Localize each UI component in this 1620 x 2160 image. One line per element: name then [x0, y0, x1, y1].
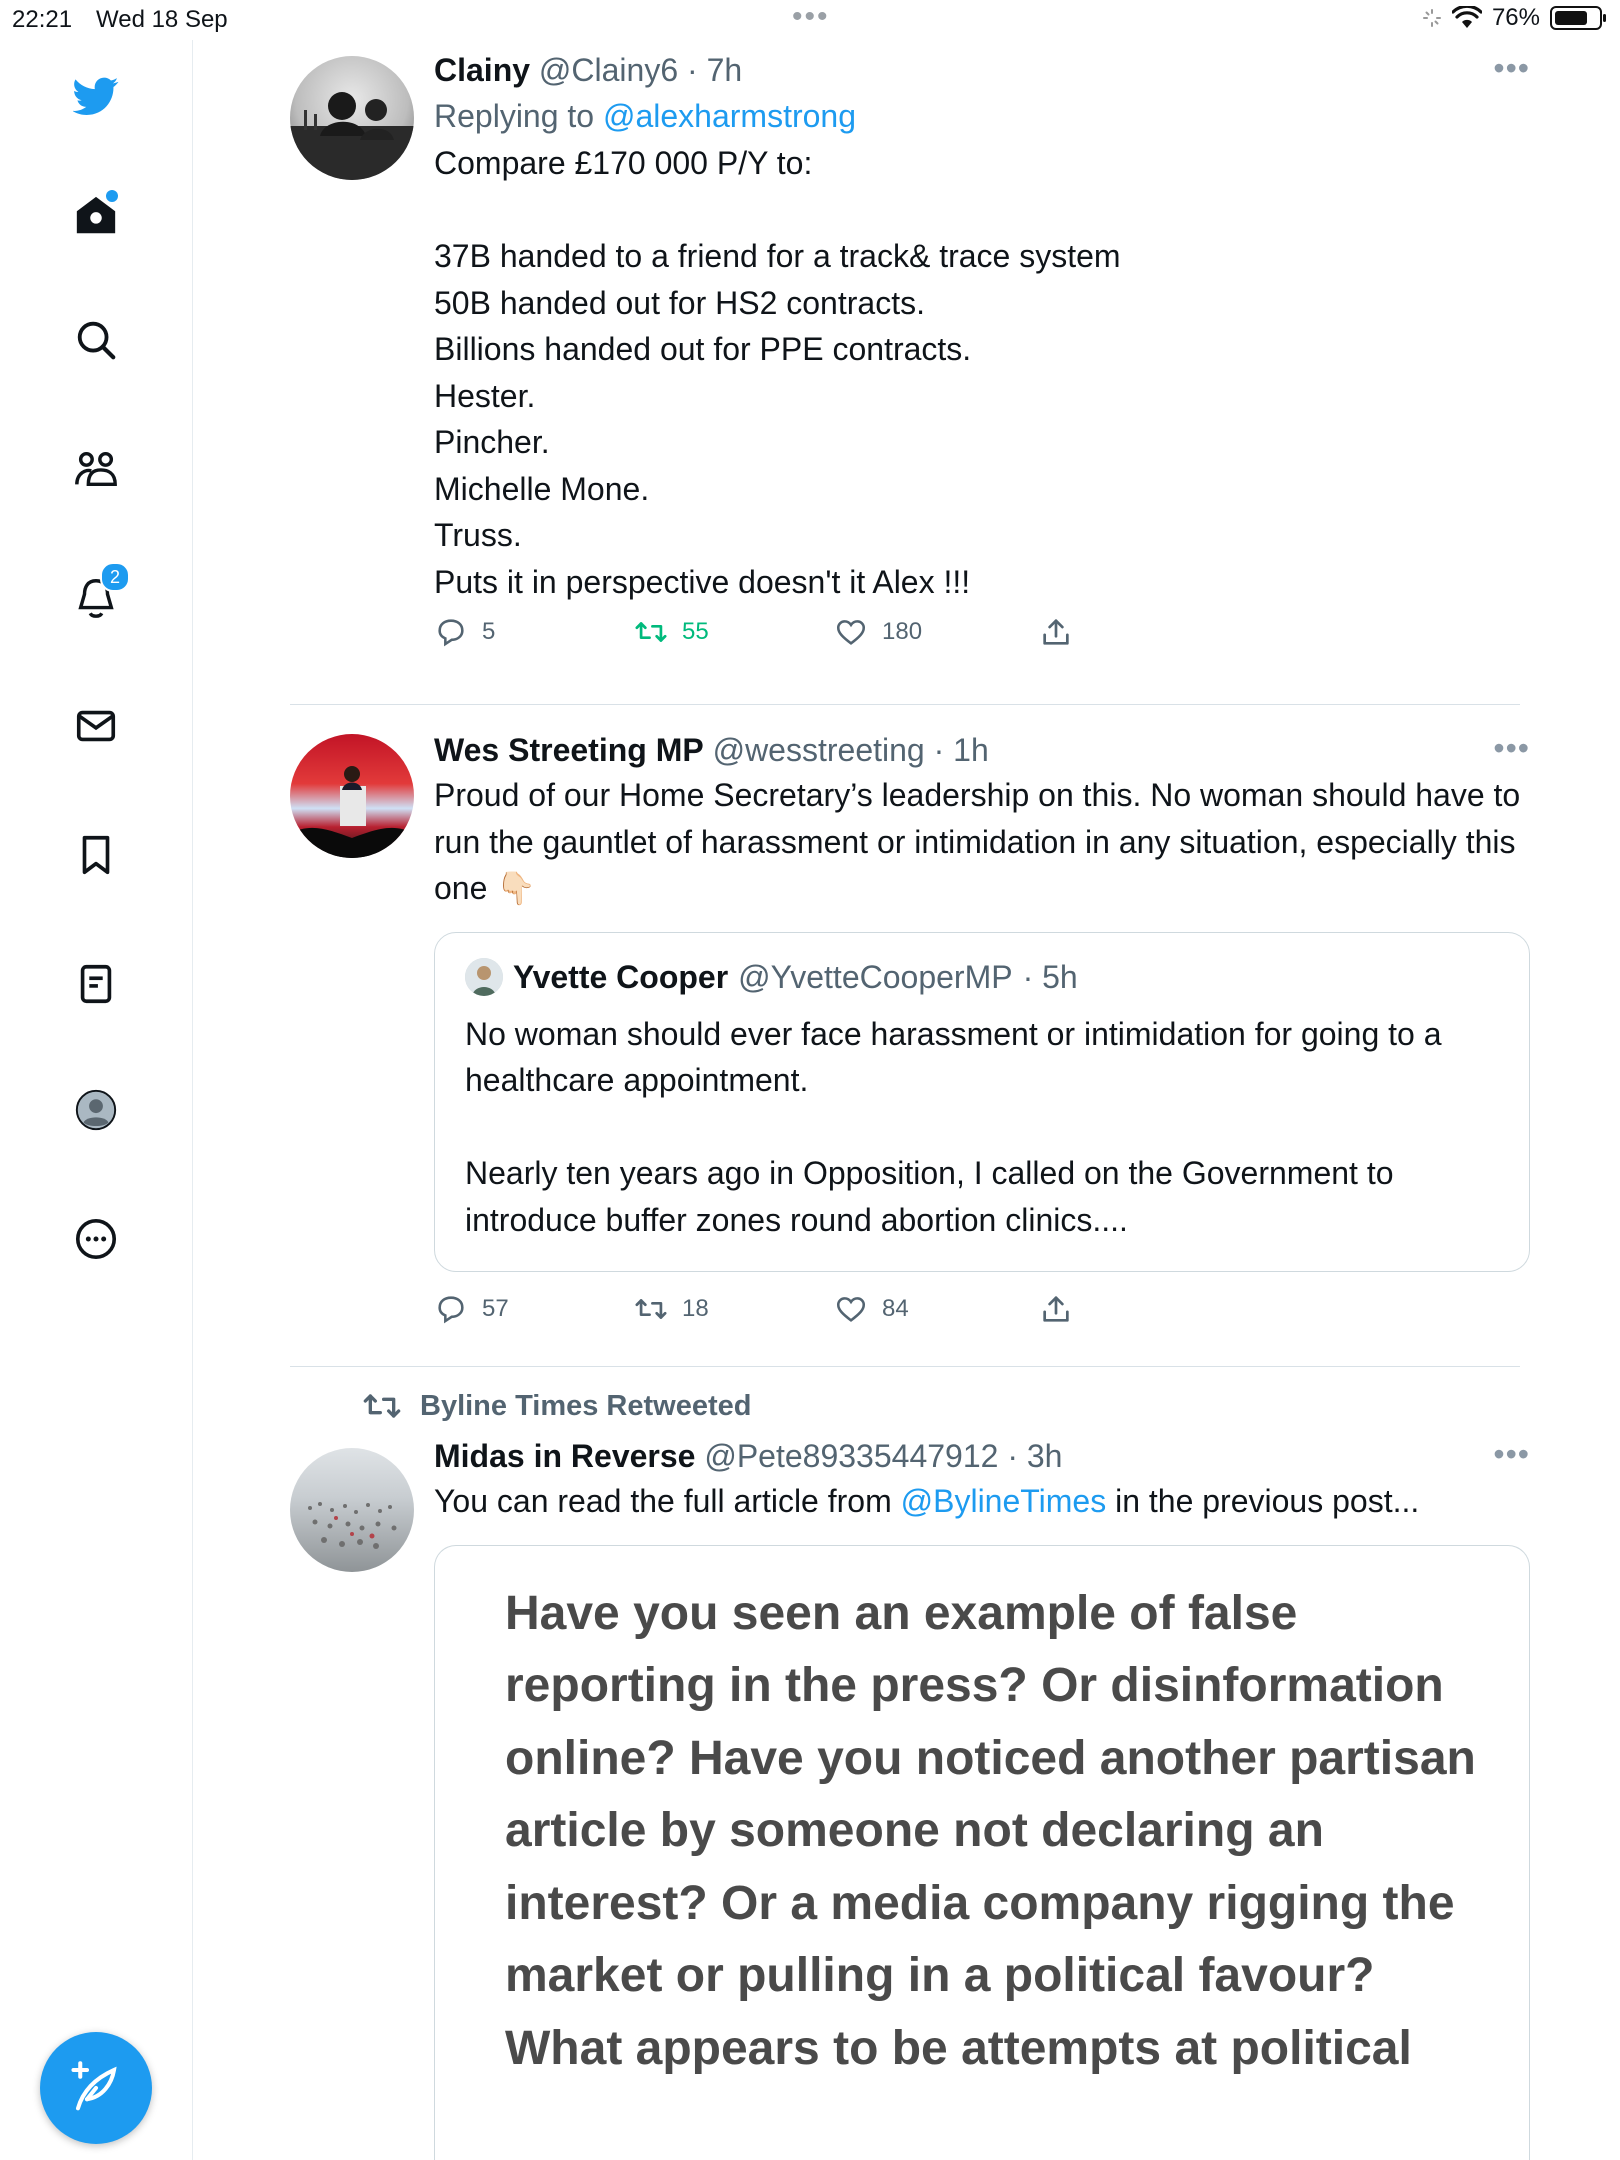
activity-spinner-icon — [1422, 8, 1442, 28]
notifications-bell-icon[interactable] — [66, 568, 126, 628]
messages-envelope-icon[interactable] — [66, 696, 126, 756]
author-handle[interactable]: @Pete89335447912 — [704, 1438, 999, 1474]
reply-count: 57 — [482, 1295, 509, 1322]
profile-avatar-icon[interactable] — [66, 1080, 126, 1140]
reply-icon — [434, 1292, 468, 1326]
avatar[interactable] — [290, 56, 414, 180]
multitasking-dots-icon[interactable]: ••• — [792, 0, 830, 33]
reply-button[interactable] — [434, 615, 495, 649]
quoted-author-handle[interactable]: @YvetteCooperMP — [738, 958, 1013, 995]
like-count: 180 — [882, 618, 923, 645]
tweet-text-suffix: in the previous post... — [1106, 1483, 1420, 1519]
retweet-icon — [634, 1292, 668, 1326]
status-time: 22:21 — [12, 6, 73, 33]
avatar[interactable] — [290, 734, 414, 858]
reply-count: 5 — [482, 618, 496, 645]
tweet-header — [434, 730, 1530, 770]
like-button[interactable] — [834, 615, 922, 649]
retweeted-by-line[interactable] — [362, 1386, 751, 1426]
tweet-text: Compare £170 000 P/Y to: 37B handed to a friend for a track& trace system 50B handed out for HS2 contracts. Billions handed out for PPE contracts. Hester. Pincher. Michelle Mone. Truss. Puts it in perspective doesn't it Alex !!! — [434, 145, 1121, 600]
tweet-time: · 3h — [1007, 1438, 1063, 1474]
communities-icon[interactable] — [66, 439, 126, 499]
search-icon[interactable] — [66, 310, 126, 370]
more-options-icon[interactable]: ••• — [1493, 50, 1530, 86]
tweet-text: Proud of our Home Secretary’s leadership on this. No woman should have to run the gauntlet of harassment or intimidation in any situation, especially this one 👇🏻 — [434, 777, 1530, 906]
more-options-icon[interactable]: ••• — [1493, 730, 1530, 766]
battery-percent: 76% — [1491, 4, 1540, 31]
like-count: 84 — [882, 1295, 909, 1322]
more-circle-icon[interactable] — [66, 1209, 126, 1269]
retweet-button[interactable] — [634, 615, 709, 649]
compose-tweet-button[interactable] — [40, 2032, 152, 2144]
wifi-icon — [1452, 6, 1482, 30]
like-button[interactable] — [834, 1292, 909, 1326]
author-name[interactable]: Wes Streeting MP — [434, 732, 704, 768]
replying-to — [434, 96, 1530, 136]
share-icon — [1039, 1292, 1073, 1326]
sidebar-nav — [0, 40, 193, 2160]
share-icon — [1039, 615, 1073, 649]
tweet-actions — [434, 1292, 1530, 1332]
share-button[interactable] — [1039, 1292, 1073, 1326]
retweet-button[interactable] — [634, 1292, 709, 1326]
quoted-tweet-header — [465, 957, 1499, 997]
timeline-feed — [192, 40, 1620, 2160]
tweet-text-prefix: You can read the full article from — [434, 1483, 901, 1519]
status-date: Wed 18 Sep — [96, 6, 228, 33]
divider — [290, 1366, 1520, 1367]
battery-icon — [1550, 6, 1602, 30]
more-options-icon[interactable]: ••• — [1493, 1436, 1530, 1472]
status-bar — [0, 0, 1620, 40]
share-button[interactable] — [1039, 615, 1073, 649]
author-handle[interactable]: @Clainy6 — [538, 52, 679, 88]
heart-icon — [834, 1292, 868, 1326]
quoted-tweet-text: No woman should ever face harassment or intimidation for going to a healthcare appointment. Nearly ten years ago in Opposition, I called on the Government to introduce buffer zones round abortion clinics.... — [465, 1015, 1442, 1238]
retweet-count: 18 — [682, 1295, 709, 1322]
retweeted-by-label: Byline Times Retweeted — [420, 1389, 752, 1422]
avatar[interactable] — [290, 1448, 414, 1572]
home-icon[interactable] — [66, 186, 126, 246]
image-text: Have you seen an example of false reporting in the press? Or disinformation online? Have you noticed another partisan article by someone not declaring an interest? Or a media company rigging the market or pulling in a political favour? What appears to be attempts at political — [505, 1586, 1490, 2075]
retweet-count: 55 — [682, 618, 709, 645]
replying-to-link[interactable]: @alexharmstrong — [602, 98, 857, 134]
replying-to-label: Replying to — [434, 98, 603, 134]
quoted-author-avatar — [465, 958, 503, 996]
compose-feather-icon — [69, 2061, 123, 2115]
tweet-header — [434, 1436, 1530, 1476]
author-name[interactable]: Clainy — [434, 52, 531, 88]
tweet-image[interactable] — [434, 1545, 1530, 2160]
tweet-header — [434, 50, 1530, 90]
retweet-icon — [634, 615, 668, 649]
quoted-tweet-card[interactable] — [434, 932, 1530, 1273]
bookmark-icon[interactable] — [66, 825, 126, 885]
retweet-icon — [362, 1386, 402, 1426]
tweet-actions — [434, 615, 1530, 655]
quoted-tweet-time: · 5h — [1022, 958, 1078, 995]
tweet-time: · 1h — [933, 732, 989, 768]
quoted-author-name[interactable]: Yvette Cooper — [513, 958, 729, 995]
notifications-badge: 2 — [100, 562, 130, 592]
tweet-time: · 7h — [687, 52, 743, 88]
home-new-dot — [106, 190, 118, 202]
status-indicators — [1422, 4, 1602, 32]
tweet-text — [434, 1478, 1530, 1525]
reply-button[interactable] — [434, 1292, 509, 1326]
heart-icon — [834, 615, 868, 649]
author-name[interactable]: Midas in Reverse — [434, 1438, 696, 1474]
twitter-bird-icon[interactable] — [66, 66, 126, 126]
lists-icon[interactable] — [66, 954, 126, 1014]
reply-icon — [434, 615, 468, 649]
author-handle[interactable]: @wesstreeting — [712, 732, 925, 768]
mention-link[interactable]: @BylineTimes — [900, 1483, 1107, 1519]
divider — [290, 704, 1520, 705]
